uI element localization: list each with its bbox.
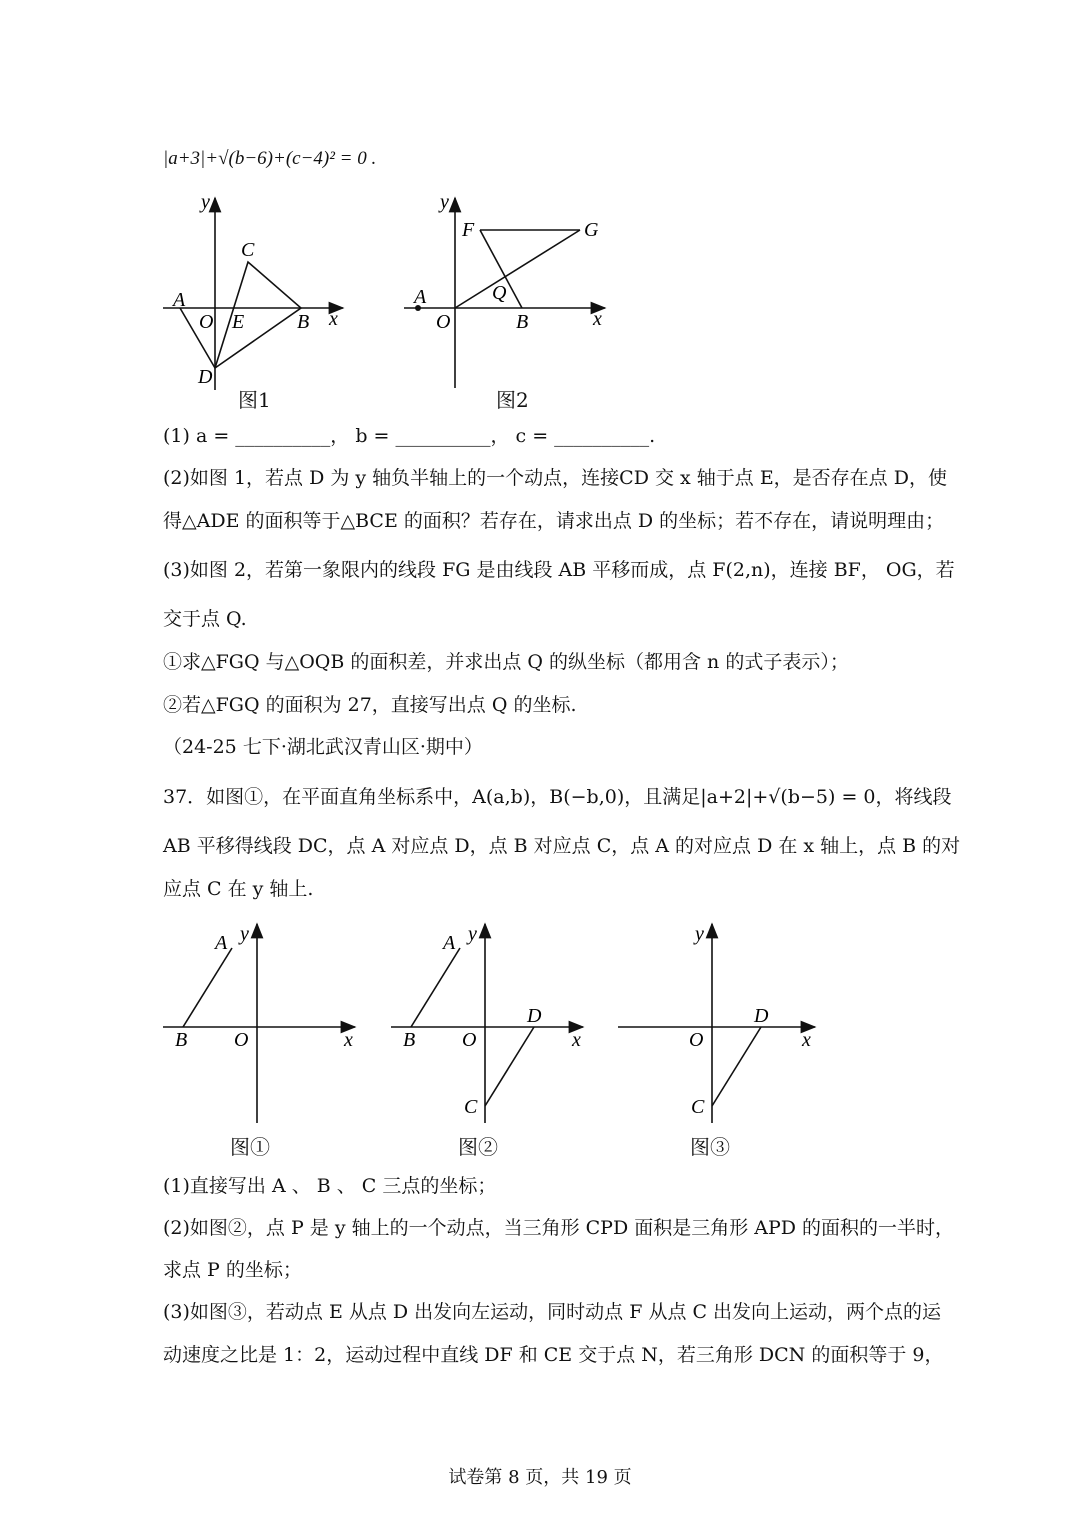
label-o: O [199, 311, 214, 333]
label-b: B [297, 311, 310, 333]
figure-circle-3 [615, 920, 825, 1130]
label-a: A [215, 932, 228, 954]
label-g: G [584, 219, 599, 241]
problem-37-line-1: 37．如图①，在平面直角坐标系中，A(a,b)，B(−b,0)，且满足|a+2|+√(b−5) = 0，将线段 [163, 786, 952, 808]
p37-question-1: (1)直接写出 A 、 B 、 C 三点的坐标； [163, 1175, 497, 1197]
problem-37-line-3: 应点 C 在 y 轴上. [163, 878, 314, 900]
page-footer: 试卷第 8 页，共 19 页 [448, 1467, 632, 1488]
figB-caption: 图② [458, 1135, 498, 1159]
figure-circle-2 [388, 920, 593, 1130]
label-y: y [201, 191, 210, 213]
label-c: C [241, 239, 255, 261]
fig1-caption: 图1 [238, 388, 271, 412]
label-y: y [695, 923, 704, 945]
label-o: O [462, 1029, 477, 1051]
p37-question-2-line-2: 求点 P 的坐标； [163, 1259, 302, 1281]
label-y: y [468, 923, 477, 945]
figure-circle-1 [160, 920, 365, 1130]
question-3-sub-1: ①求△FGQ 与△OQB 的面积差，并求出点 Q 的纵坐标（都用含 n 的式子表示）； [163, 651, 849, 673]
label-b: B [175, 1029, 188, 1051]
fig2-caption: 图2 [496, 388, 529, 412]
label-d: D [754, 1005, 769, 1027]
p37-question-2-line-1: (2)如图②，点 P 是 y 轴上的一个动点，当三角形 CPD 面积是三角形 APD 的面积的一半时， [163, 1217, 955, 1239]
source-note: （24-25 七下·湖北武汉青山区·期中） [163, 736, 483, 758]
p37-question-3-line-2: 动速度之比是 1：2，运动过程中直线 DF 和 CE 交于点 N，若三角形 DCN 的面积等于 9， [163, 1344, 944, 1366]
segment-dc [712, 1027, 761, 1106]
label-d: D [198, 366, 213, 388]
label-f: F [462, 219, 475, 241]
problem-37-line-2: AB 平移得线段 DC，点 A 对应点 D，点 B 对应点 C，点 A 的对应点 D 在 x 轴上，点 B 的对 [163, 835, 961, 857]
figure-2 [400, 190, 615, 390]
label-x: x [572, 1029, 581, 1051]
label-y: y [240, 923, 249, 945]
label-c: C [464, 1096, 478, 1118]
figA-caption: 图① [230, 1135, 270, 1159]
label-a: A [414, 286, 427, 308]
label-e: E [232, 311, 245, 333]
label-y: y [440, 191, 449, 213]
question-3-sub-2: ②若△FGQ 的面积为 27，直接写出点 Q 的坐标. [163, 694, 577, 716]
question-1: (1) a = __________， b = __________， c = __________. [163, 425, 656, 447]
label-o: O [689, 1029, 704, 1051]
label-x: x [329, 308, 338, 330]
label-x: x [802, 1029, 811, 1051]
label-a: A [443, 932, 456, 954]
question-2-line-1: (2)如图 1，若点 D 为 y 轴负半轴上的一个动点，连接CD 交 x 轴于点 E，是否存在点 D，使 [163, 467, 947, 489]
figure-1 [155, 190, 355, 390]
question-2-line-2: 得△ADE 的面积等于△BCE 的面积？若存在，请求出点 D 的坐标；若不存在，请说明理由； [163, 510, 945, 532]
label-a: A [173, 289, 186, 311]
segment-dc [485, 1027, 534, 1106]
label-o: O [436, 311, 451, 333]
segment-ab [411, 948, 460, 1027]
label-x: x [593, 308, 602, 330]
segment-og [455, 230, 580, 308]
label-o: O [234, 1029, 249, 1051]
label-b: B [403, 1029, 416, 1051]
question-3-line-1: (3)如图 2，若第一象限内的线段 FG 是由线段 AB 平移而成，点 F(2,n)，连接 BF， OG，若 [163, 559, 955, 581]
label-b: B [516, 311, 529, 333]
label-c: C [691, 1096, 705, 1118]
figC-caption: 图③ [690, 1135, 730, 1159]
condition-equation: |a+3|+√(b−6)+(c−4)² = 0 . [163, 148, 377, 169]
label-d: D [527, 1005, 542, 1027]
segment-ab [183, 948, 232, 1027]
question-3-line-2: 交于点 Q. [163, 608, 247, 630]
label-x: x [344, 1029, 353, 1051]
p37-question-3-line-1: (3)如图③，若动点 E 从点 D 出发向左运动，同时动点 F 从点 C 出发向上运动，两个点的运 [163, 1301, 942, 1323]
label-q: Q [492, 282, 507, 304]
